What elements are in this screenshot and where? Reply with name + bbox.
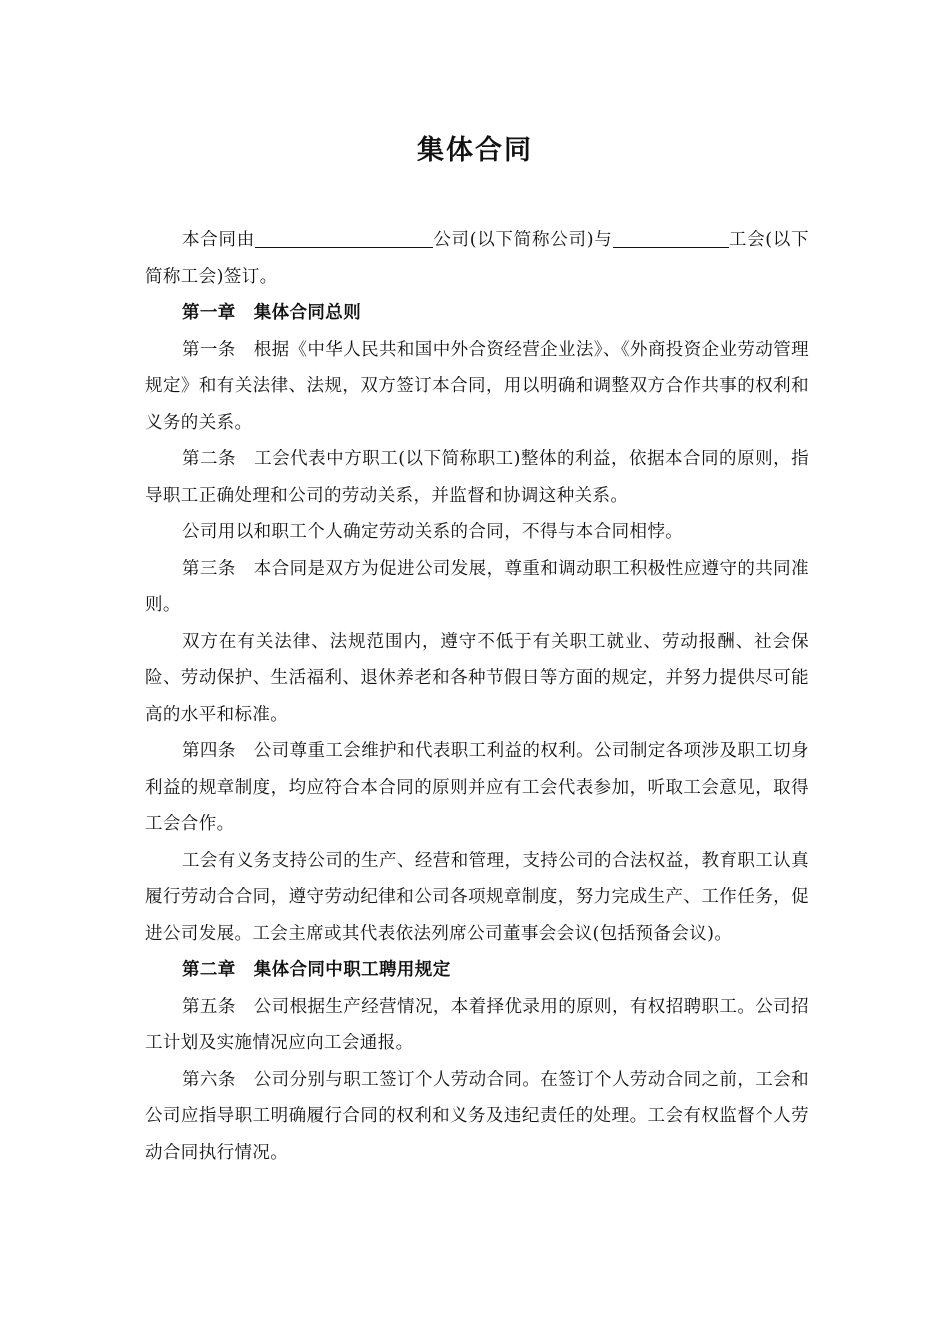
company-name-blank bbox=[255, 227, 433, 248]
article-1-text: 根据《中华人民共和国中外合资经营企业法》、《外商投资企业劳动管理规定》和有关法律、法规，双方签订本合同，用以明确和调整双方合作共事的权利和义务的关系。 bbox=[145, 339, 810, 433]
article-5 bbox=[145, 989, 809, 1062]
intro-text-3: 工会(以下简称工会)签订。 bbox=[145, 230, 809, 287]
chapter-1-title: 集体合同总则 bbox=[253, 303, 362, 323]
article-3 bbox=[145, 551, 809, 624]
article-5-number: 第五条 bbox=[182, 996, 236, 1017]
article-4 bbox=[145, 733, 809, 843]
chapter-2-title: 集体合同中职工聘用规定 bbox=[253, 960, 451, 980]
article-2 bbox=[145, 441, 809, 514]
article-4-text: 公司尊重工会维护和代表职工利益的权利。公司制定各项涉及职工切身利益的规章制度，均应符合本合同的原则并应有工会代表参加，听取工会意见，取得工会合作。 bbox=[145, 741, 809, 834]
chapter-1-heading bbox=[145, 295, 809, 332]
article-5-text: 公司根据生产经营情况，本着择优录用的原则，有权招聘职工。公司招工计划及实施情况应向工会通报。 bbox=[145, 996, 809, 1053]
article-6 bbox=[145, 1062, 809, 1172]
document-title: 集体合同 bbox=[417, 135, 533, 166]
article-1 bbox=[145, 332, 809, 442]
article-2-text: 工会代表中方职工(以下简称职工)整体的利益，依据本合同的原则，指导职工正确处理和公司的劳动关系，并监督和协调这种关系。 bbox=[145, 449, 809, 506]
chapter-2-number: 第二章 bbox=[182, 960, 236, 980]
article-3-number: 第三条 bbox=[182, 558, 236, 579]
intro-paragraph bbox=[145, 222, 809, 295]
document-body bbox=[145, 222, 809, 1171]
article-1-number: 第一条 bbox=[182, 339, 236, 360]
article-6-number: 第六条 bbox=[182, 1069, 236, 1090]
intro-text-2: 公司(以下简称公司)与 bbox=[432, 230, 613, 250]
article-4-number: 第四条 bbox=[182, 741, 236, 761]
intro-text-1: 本合同由 bbox=[182, 230, 255, 250]
chapter-1-number: 第一章 bbox=[182, 303, 236, 323]
article-2-paragraph-2: 公司用以和职工个人确定劳动关系的合同，不得与本合同相悖。 bbox=[182, 522, 684, 542]
article-3-text: 本合同是双方为促进公司发展，尊重和调动职工积极性应遵守的共同准则。 bbox=[145, 558, 809, 615]
article-3-paragraph-2: 双方在有关法律、法规范围内，遵守不低于有关职工就业、劳动报酬、社会保险、劳动保护、生活福利、退休养老和各种节假日等方面的规定，并努力提供尽可能高的水平和标准。 bbox=[145, 631, 809, 725]
article-6-text: 公司分别与职工签订个人劳动合同。在签订个人劳动合同之前，工会和公司应指导职工明确履行合同的权利和义务及违纪责任的处理。工会有权监督个人劳动合同执行情况。 bbox=[145, 1069, 809, 1163]
chapter-2-heading bbox=[145, 952, 809, 989]
article-2-number: 第二条 bbox=[182, 449, 237, 469]
article-4-paragraph-2: 工会有义务支持公司的生产、经营和管理，支持公司的合法权益，教育职工认真履行劳动合合同，遵守劳动纪律和公司各项规章制度，努力完成生产、工作任务，促进公司发展。工会主席或其代表依法列席公司董事会会议(包括预备会议)。 bbox=[145, 850, 809, 944]
union-name-blank bbox=[613, 227, 729, 248]
